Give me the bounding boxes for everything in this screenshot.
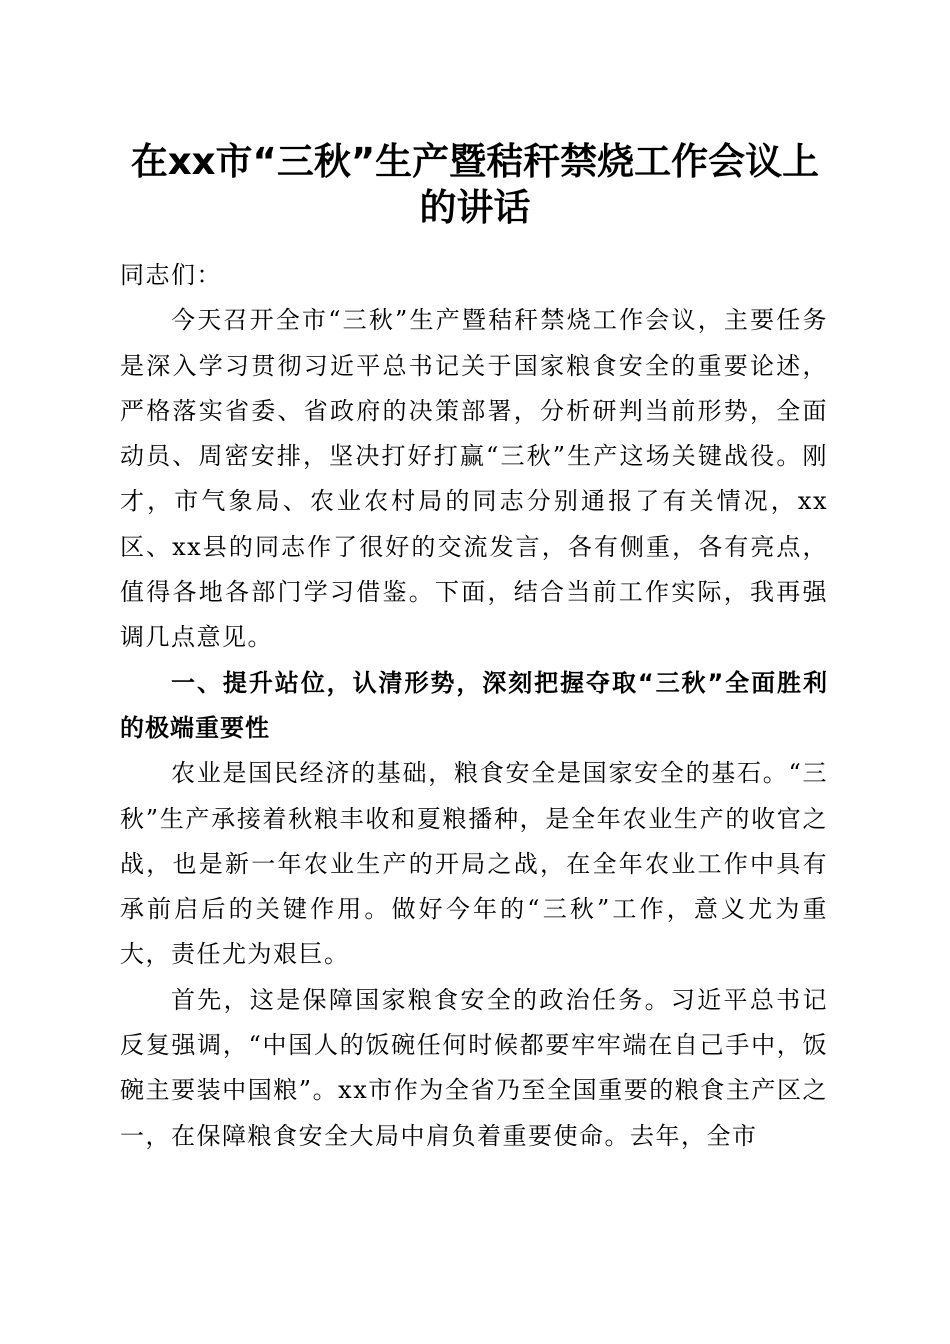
paragraph-agriculture-foundation: 农业是国民经济的基础，粮食安全是国家安全的基石。“三秋”生产承接着秋粮丰收和夏粮播种，是全年农业生产的收官之战，也是新一年农业生产的开局之战，在全年农业工作中具有承前启后的关键作用。做好今年的“三秋”工作，意义尤为重大，责任尤为艰巨。	[120, 759, 828, 969]
document-body	[120, 253, 828, 1159]
paragraph-food-security-task: 首先，这是保障国家粮食安全的政治任务。习近平总书记反复强调，“中国人的饭碗任何时候都要牢牢端在自己手中，饭碗主要装中国粮”。xx市作为全省乃至全国重要的粮食主产区之一，在保障粮食安全大局中肩负着重要使命。去年，全市	[120, 985, 828, 1150]
salutation: 同志们：	[120, 261, 222, 289]
document-title-line-2: 的讲话	[419, 186, 531, 229]
section-heading-1: 一、提升站位，认清形势，深刻把握夺取“三秋”全面胜利的极端重要性	[120, 668, 828, 742]
document-title-line-1: 在xx市“三秋”生产暨秸秆禁烧工作会议上	[130, 140, 820, 183]
paragraph-intro: 今天召开全市“三秋”生产暨秸秆禁烧工作会议，主要任务是深入学习贯彻习近平总书记关于国家粮食安全的重要论述，严格落实省委、省政府的决策部署，分析研判当前形势，全面动员、周密安排，坚决打好打赢“三秋”生产这场关键战役。刚才，市气象局、农业农村局的同志分别通报了有关情况，xx区、xx县的同志作了很好的交流发言，各有侧重，各有亮点，值得各地各部门学习借鉴。下面，结合当前工作实际，我再强调几点意见。	[120, 306, 828, 652]
